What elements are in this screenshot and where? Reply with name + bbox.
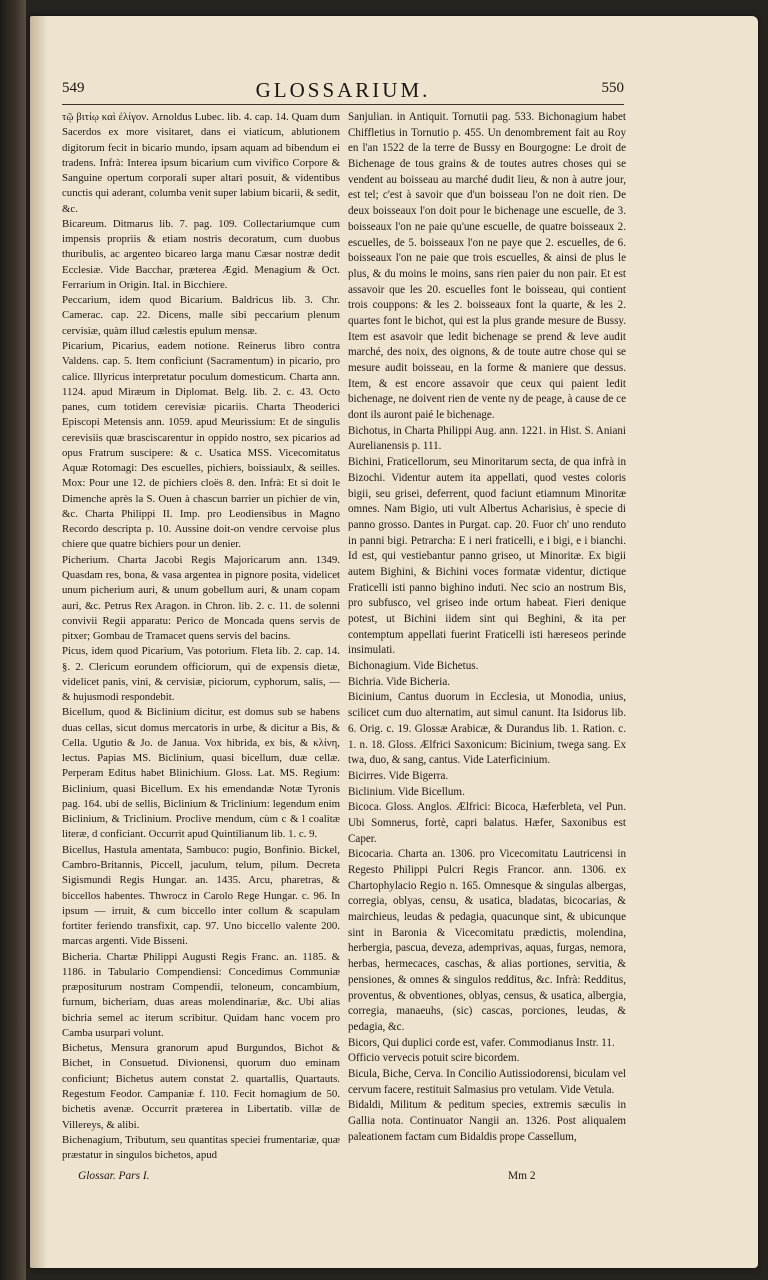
entry-paragraph: Bichenagium, Tributum, seu quantitas speciei frumentariæ, quæ præstatur in singulos bichetos, apud: [62, 1133, 340, 1162]
entry-paragraph: Bichini, Fraticellorum, seu Minoritarum secta, de qua infrà in Bizochi. Videntur autem ita appellati, quod vestes coloris bigii, seu grisei, deferrent, quod faciunt etiamnum Minoritæ omnes. Nam Bigio, uti vult Albertus Acharisius, è specie di panno grosso. Dantes in Purgat. cap. 20. Fuor ch' uno renduto in panni bigi. Petrarcha: E i neri fraticelli, e i bigi, e i bianchi. Id est, qui vestiebantur panno griseo, ut Minoritæ. Ex bigii autem Bighini, & Bichini voces formatæ videntur, dictique Fraticelli isti panno bighino induti. Nec scio an nostrum Bis, pro subfusco, vel griseo inde ortum habeat. Fieri denique potest, ut Bichini iidem sint qui Beghini, & ita per contemptum appellati fuerint Fraticelli isti hæreseos perinde insimulati.: [348, 456, 626, 657]
verse-quotation: Officio vervecis potuit scire bicordem.: [348, 1052, 520, 1065]
entry-paragraph: Bicocaria. Charta an. 1306. pro Vicecomitatu Lautricensi in Regesto Philippi Pulcri Regis Francor. ann. 1306. ex Chartophylacio Regio n. 165. Omnesque & singulas albergas, corregia, oblyas, censu, & usatica, bladatas, bicocarias, & mairchieus, leudas & pedagia, quacunque sint, & ubicunque sint in Baronia & Vicecomitatu prædictis, molendina, herbergia, pascua, deveza, ademprivas, aquas, furgas, nemora, herbas, hermecaces, caschas, & alias portiones, servitia, & pensiones, & omnes & singulos redditus, &c. Infrà: Redditus, proventus, & obventiones, oblyas, census, & usatica, albergia, corregia, manaeuhs, (sic) cascas, porciones, leudas, & pedagia, &c.: [348, 848, 626, 1033]
entry-paragraph: Bicors, Qui duplici corde est, vafer. Commodianus Instr. 11.: [348, 1036, 615, 1049]
entry-paragraph: Sanjulian. in Antiquit. Tornutii pag. 533. Bichonagium habet Chiffletius in Tornutio p. 455. Un denombrement fait au Roy en l'an 1522 de la terre de Bussy en Bourgogne: Le droit de Bichenage de tous grains & de toutes autres choses qui se vendent au boisseau au marché dudit lieu, & non à autre jour, est tel; c'est à savoir que d'un boisseau l'on ne doit rien. De deux boisseaux l'on doit pour le bichenage une escuelle, de 3. boisseaux l'on ne paie qu'une escuelle, de quatre boisseaux 2. escuelles, de 5. boisseaux l'on ne paye que 2. escuelles, de 6. boisseaux l'on ne paie que trois escuelles, & ainsi de plus le plus, & du moins le moins, sans rien paier du non pair. Et est assavoir que les 20. escuelles font le boisseau, qui contient trois couppons: & les 2. boisseaux font la quarte, & les 2. quartes font le bichot, qui est la plus grande mesure de Bussy. Item est asavoir que ledit bichenage se prend & leve audit marché, des noix, des oignons, & de toute autre chose qui se mesure audit boisseau, en la forme & maniere que dessus. Item, & est encore assavoir que ceux qui paient ledit bichenage, ne doivent rien de vente ny de peage, à cause de ce dont ils auront paié le bichenage.: [348, 111, 626, 422]
left-page-number: 549: [62, 80, 85, 96]
entry-paragraph: Picarium, Picarius, eadem notione. Reinerus libro contra Valdens. cap. 5. Item conficiunt (Sacramentum) in picario, pro calice. Illyricus interpretatur poculum domesticum. Charta ann. 1124. apud Miræum in Diplomat. Belg. lib. 2. c. 43. Octo panes, cum totidem cerevisiæ picariis. Charta Theoderici Episcopi Metensis ann. 1059. apud Meurissium: Et de singulis cerevisiis quæ brasciscarentur in oppido nostro, sex picarios ad opus Fratrum suscipere: & c. Usatica MSS. Vicecomitatus Aquæ Rotomagi: Des escuelles, pichiers, boissiaulx, & seilles. Mox: Pour une 12. de pichiers cloës 8. den. Infrà: Et si doit le Dimenche après la S. Ouen à chascun barrier un pichier de vin, &c. Charta Philippi II. Imp. pro Leodiensibus in Magno Recordo descripta p. 10. Aussine doit-on vendre cervoise plus chiere que quatre bichiers pour un denier.: [62, 339, 340, 551]
right-page-number: 550: [601, 80, 624, 96]
entry-paragraph: Picus, idem quod Picarium, Vas potorium. Fleta lib. 2. cap. 14. §. 2. Clericum eorundem officiorum, qui de expensis dietæ, videlicet panis, vini, & cervisiæ, piciorum, cyphorum, salis, — & hujusmodi respondebit.: [62, 645, 340, 704]
left-column: [62, 110, 340, 1163]
entry-paragraph: τῷ βιτίῳ καὶ ἐλίγον. Arnoldus Lubec. lib. 4. cap. 14. Quam dum Sacerdos ex more visitaret, dans ei viaticum, ablutionem digitorum fecit in bicario mundo, ipsam aquam ad bibendum ei tradens. Infrà: Interea ipsum bicarium cum vivifico Corpore & Sanguine opertum corporali super altari posuit, & videntibus cunctis qui aderant, columba venit super labium bicarii, & sedit, &c.: [62, 111, 340, 215]
entry-paragraph: Picherium. Charta Jacobi Regis Majoricarum ann. 1349. Quasdam res, bona, & vasa argentea in pignore posita, videlicet unum picherium auri, & unum gobellum auri, & unam copam auri, &c. Petrus Rex Aragon. in Chron. lib. 2. c. 11. de solenni convivii Regii apparatu: Perico de Moncada quens servis de pitxer; Gombau de Tramacet quens servis del bacins.: [62, 553, 340, 643]
entry-paragraph: Biclinium. Vide Bicellum.: [348, 785, 465, 798]
entry-paragraph: Bichotus, in Charta Philippi Aug. ann. 1221. in Hist. S. Aniani Aurelianensis p. 111.: [348, 424, 626, 453]
entry-paragraph: Bicellus, Hastula amentata, Sambuco: pugio, Bonfinio. Bickel, Cambro-Britannis, Piccell, jaculum, telum, pilum. Decreta Sigismundi Regis Hungar. an. 1435. Arcu, pharetras, & biccellos habentes. Thwrocz in Carolo Rege Hungar. c. 96. In ipsum — irruit, & cum biccello inter collum & scapulam fortiter feriendo transfixit, cap. 97. Uno biccello valente 200. marcas argenti. Vide Bisseni.: [62, 843, 340, 948]
entry-paragraph: Bicheria. Chartæ Philippi Augusti Regis Franc. an. 1185. & 1186. in Tabulario Compendiensi: Concedimus Communiæ præpositurum nostram Compendii, teloneum, concambium, furnum, bicheriam, duas areas molendinariæ, &c. Ubi alias bichria semel ac iterum scribitur. Quidam hanc vocem pro Camba usurpari volunt.: [62, 950, 340, 1039]
page-header: [62, 78, 624, 106]
entry-paragraph: Bicareum. Ditmarus lib. 7. pag. 109. Collectariumque cum impensis propriis & etiam nostris decoratum, cum duobus thuribulis, ac argenteo bicareo larga manu Cæsar nostræ dedit Ecclesiæ. Vide Bacchar, præterea Ægid. Menagium & Oct. Ferrarium in Origin. Ital. in Bicchiere.: [62, 217, 340, 291]
entry-paragraph: Bicinium, Cantus duorum in Ecclesia, ut Monodia, unius, scilicet cum duo alternatim, aut simul canunt. Ita Isidorus lib. 6. Orig. c. 19. Glossæ Arabicæ, & Durandus lib. 1. Ration. c. 1. n. 18. Gloss. Ælfrici Saxonicum: Bicinium, twega sang. Ex twa, duo, & sang, cantus. Vide Laterficinium.: [348, 691, 626, 767]
entry-paragraph: Peccarium, idem quod Bicarium. Baldricus lib. 3. Chr. Camerac. cap. 22. Dicens, malle sibi peccarium plenum cervisiæ, quàm illud cælestis epulum mensæ.: [62, 294, 340, 337]
entry-paragraph: Bidaldi, Militum & peditum species, extremis sæculis in Gallia nota. Continuator Nangii an. 1326. Post aliqualem paleationem factam cum Bidaldis prope Cassellum,: [348, 1099, 626, 1143]
right-column: [348, 110, 626, 1145]
running-title: GLOSSARIUM.: [255, 78, 431, 102]
book-spine: [0, 0, 26, 1280]
entry-paragraph: Bichetus, Mensura granorum apud Burgundos, Bichot & Bichet, in Consuetud. Divionensi, quorum duo eminam conficiunt; Bichetus autem constat 2. quartallis, Quartauts. Regestum Feodor. Campaniæ f. 110. Fecit homagium de 50. bichetis avenæ. Occurrit præterea in Libertatib. villæ de Villereys, & alibi.: [62, 1042, 340, 1131]
entry-paragraph: Bichria. Vide Bicheria.: [348, 675, 451, 688]
entry-paragraph: Bicellum, quod & Biclinium dicitur, est domus sub se habens duas cellas, sicut domus mercatoris in urbe, & dicitur a Bis, & Cella. Ugutio & Jo. de Janua. Vox hibrida, ex bis, & κλίνη, lectus. Papias MS. Biclinium, quasi bicellum, duæ cellæ. Perperam Editus habet Blinichium. Gloss. Lat. MS. Regium: Biclinium, quasi Bicellum. Ex his emendandæ Notæ Tyronis pag. 164. ubi de sellis, Biclinium & Triclinium: legendum enim Biclinium, & Triclinium. Proclive mendum, cùm c & l coalitæ literæ, d conficiant. Occurrit apud Quintilianum lib. 1. c. 9.: [62, 706, 340, 841]
signature-mark: Mm 2: [508, 1170, 536, 1182]
page-gutter-shadow: [30, 16, 48, 1268]
header-rule: [62, 104, 624, 105]
entry-paragraph: Bicirres. Vide Bigerra.: [348, 769, 449, 782]
entry-paragraph: Bicula, Biche, Cerva. In Concilio Autissiodorensi, biculam vel cervum facere, restituit Salmasius pro vetulam. Vide Vetula.: [348, 1067, 626, 1096]
signature-line: Glossar. Pars I.: [78, 1170, 150, 1182]
entry-paragraph: Bichonagium. Vide Bichetus.: [348, 660, 479, 673]
entry-paragraph: Bicoca. Gloss. Anglos. Ælfrici: Bicoca, Hæferbleta, vel Pun. Ubi Somnerus, fortè, capri balatus. Hæfer, Saxonibus est Caper.: [348, 801, 626, 845]
